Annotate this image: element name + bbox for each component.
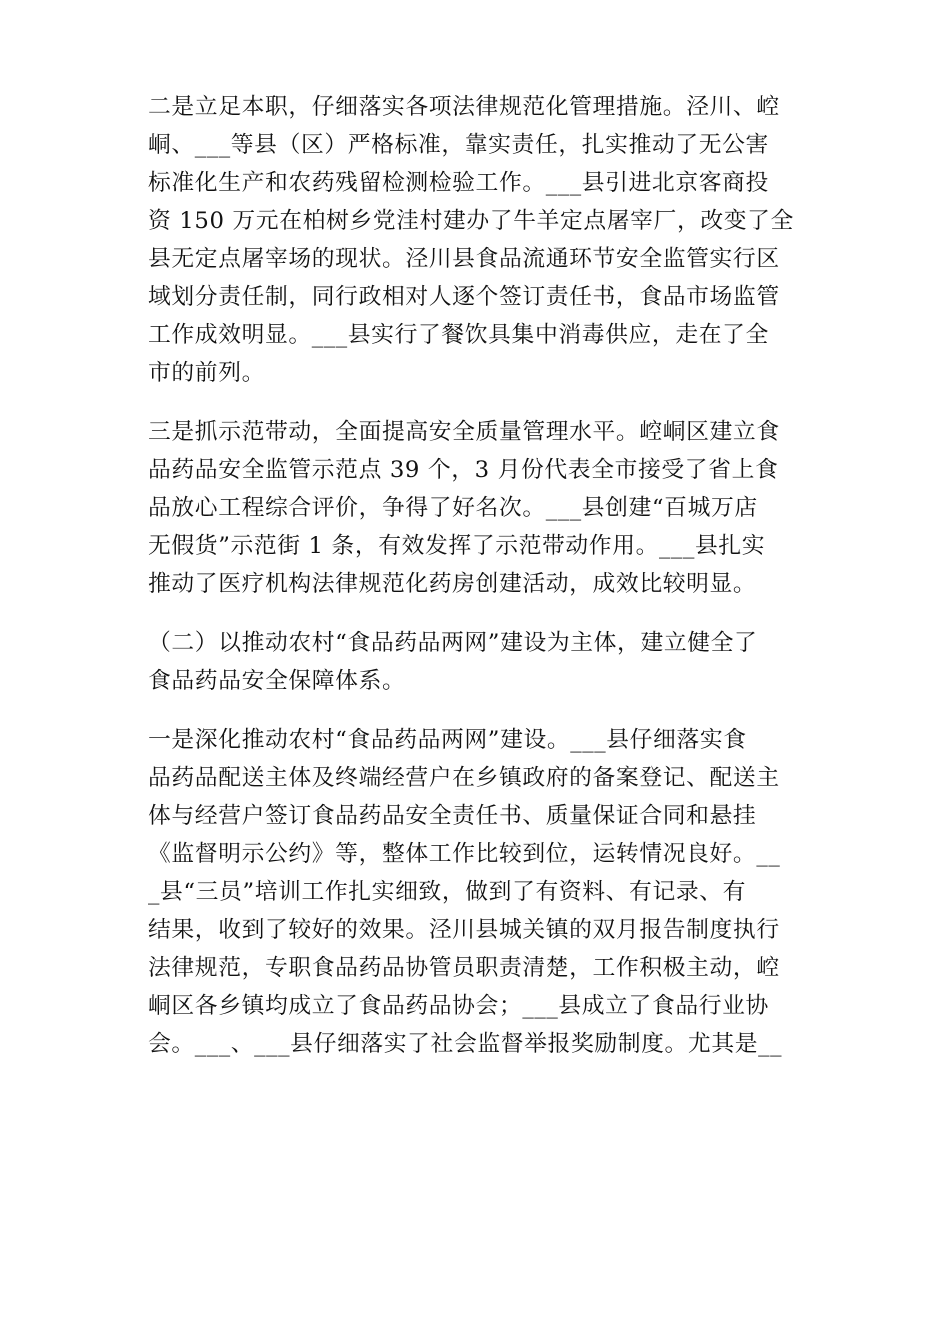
text-line: 会。___、___县仔细落实了社会监督举报奖励制度。尤其是__ xyxy=(148,1031,783,1057)
text-line: 资 150 万元在柏树乡党洼村建办了牛羊定点屠宰厂，改变了全 xyxy=(148,208,794,234)
text-line: 二是立足本职，仔细落实各项法律规范化管理措施。泾川、崆 xyxy=(148,94,780,120)
paragraph-1 xyxy=(148,88,808,392)
section-heading xyxy=(148,624,808,700)
text-line: 品放心工程综合评价，争得了好名次。___县创建“百城万店 xyxy=(148,495,758,521)
text-line: 无假货”示范街 1 条，有效发挥了示范带动作用。___县扎实 xyxy=(148,533,766,559)
text-line: _县“三员”培训工作扎实细致，做到了有资料、有记录、有 xyxy=(148,879,747,905)
text-line: 一是深化推动农村“食品药品两网”建设。___县仔细落实食 xyxy=(148,727,747,753)
text-line: 品药品配送主体及终端经营户在乡镇政府的备案登记、配送主 xyxy=(148,765,780,791)
paragraph-3 xyxy=(148,721,808,1063)
text-line: 体与经营户签订食品药品安全责任书、质量保证合同和悬挂 xyxy=(148,803,757,829)
text-line: 市的前列。 xyxy=(148,360,265,386)
text-line: 工作成效明显。___县实行了餐饮具集中消毒供应，走在了全 xyxy=(148,322,769,348)
text-line: 峒、___等县（区）严格标准，靠实责任，扎实推动了无公害 xyxy=(148,132,769,158)
text-line: 《监督明示公约》等，整体工作比较到位，运转情况良好。__ xyxy=(148,841,781,867)
text-line: 品药品安全监管示范点 39 个，3 月份代表全市接受了省上食 xyxy=(148,457,779,483)
text-line: 推动了医疗机构法律规范化药房创建活动，成效比较明显。 xyxy=(148,571,757,597)
paragraph-2 xyxy=(148,413,808,603)
text-line: 三是抓示范带动，全面提高安全质量管理水平。崆峒区建立食 xyxy=(148,419,780,445)
document-page xyxy=(148,88,808,1084)
text-line: 结果，收到了较好的效果。泾川县城关镇的双月报告制度执行 xyxy=(148,917,780,943)
text-line: （二）以推动农村“食品药品两网”建设为主体，建立健全了 xyxy=(148,630,758,656)
text-line: 标准化生产和农药残留检测检验工作。___县引进北京客商投 xyxy=(148,170,769,196)
text-line: 峒区各乡镇均成立了食品药品协会；___县成立了食品行业协 xyxy=(148,993,769,1019)
text-line: 法律规范，专职食品药品协管员职责清楚，工作积极主动，崆 xyxy=(148,955,780,981)
text-line: 域划分责任制，同行政相对人逐个签订责任书，食品市场监管 xyxy=(148,284,780,310)
text-line: 食品药品安全保障体系。 xyxy=(148,668,406,694)
text-line: 县无定点屠宰场的现状。泾川县食品流通环节安全监管实行区 xyxy=(148,246,780,272)
